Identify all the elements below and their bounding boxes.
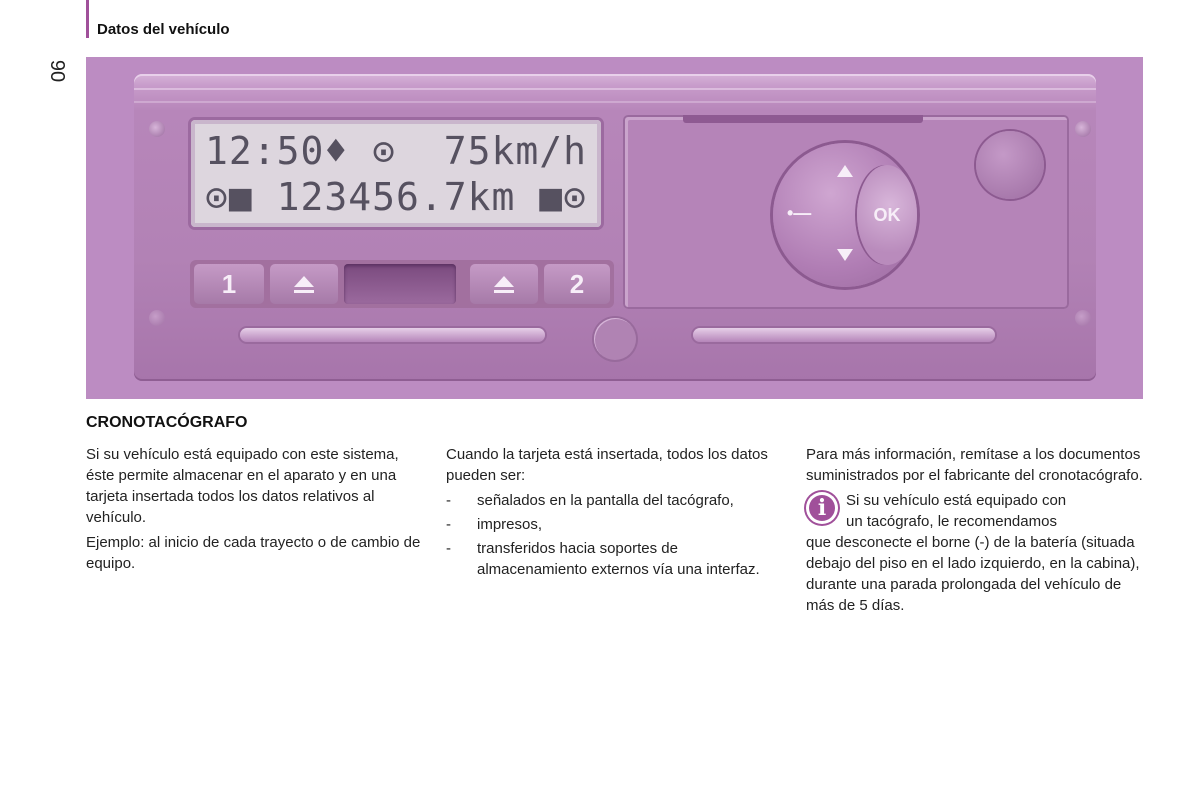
header-title: Datos del vehículo <box>97 21 230 38</box>
paragraph: Si su vehículo está equipado con este sistema, éste permite almacenar en el aparato y en una tarjeta insertada todos los datos relativos al vehículo. <box>86 446 399 526</box>
card-2-button[interactable]: 2 <box>544 264 610 304</box>
list-dash: - <box>446 540 451 557</box>
tachograph-illustration <box>86 57 1143 399</box>
eject-icon <box>494 276 514 287</box>
device-stripe <box>134 101 1096 103</box>
round-button[interactable] <box>976 131 1044 199</box>
control-panel <box>623 115 1069 309</box>
card-slot-2 <box>693 328 995 342</box>
down-arrow-icon[interactable] <box>837 249 853 261</box>
screw <box>149 121 165 137</box>
center-knob <box>594 318 636 360</box>
column-1 <box>86 444 421 578</box>
screw <box>1075 121 1091 137</box>
section-title: CRONOTACÓGRAFO <box>86 414 248 431</box>
list-item-text: impresos, <box>477 516 543 533</box>
eject-2-button[interactable] <box>470 264 538 304</box>
list-item-text: transferidos hacia soportes de almacenamiento externos vía una interfaz. <box>477 540 760 578</box>
lcd-line-odometer: ⊙■ 123456.7km ■⊙ <box>205 175 588 219</box>
list-dash: - <box>446 492 451 509</box>
eject-1-button[interactable] <box>270 264 338 304</box>
paragraph: Cuando la tarjeta está insertada, todos los datos pueden ser: <box>446 446 768 484</box>
screw <box>1075 310 1091 326</box>
info-note <box>806 490 1146 616</box>
page-number: 90 <box>46 59 68 83</box>
printer-slot <box>344 264 456 304</box>
note-text: que desconecte el borne (-) de la batería (situada debajo del piso en el lado izquierdo, en la cabina), durante una parada prolongada del vehículo de más de 5 días. <box>806 534 1140 614</box>
screw <box>149 310 165 326</box>
eject-icon <box>294 276 314 287</box>
list-item <box>446 538 776 580</box>
card-slot-1 <box>240 328 545 342</box>
header-accent-bar <box>86 0 89 38</box>
back-arrow-icon[interactable]: •— <box>787 203 812 223</box>
column-3 <box>806 444 1146 616</box>
list-item <box>446 514 776 535</box>
paper-slot <box>683 115 923 123</box>
note-line: Si su vehículo está equipado con <box>846 492 1067 509</box>
device-stripe <box>134 88 1096 90</box>
card-button-row <box>190 260 614 308</box>
lcd-line-time-speed: 12:50♦ ⊙ 75km/h <box>205 129 588 173</box>
list-item-text: señalados en la pantalla del tacógrafo, <box>477 492 734 509</box>
list-dash: - <box>446 516 451 533</box>
paragraph: Para más información, remítase a los documentos suministrados por el fabricante del cronotacógrafo. <box>806 446 1143 484</box>
lcd-display <box>191 120 601 227</box>
column-2 <box>446 444 776 583</box>
paragraph: Ejemplo: al inicio de cada trayecto o de cambio de equipo. <box>86 534 421 572</box>
navigation-pad[interactable] <box>773 143 917 287</box>
ok-button[interactable]: OK <box>857 165 917 265</box>
list-item <box>446 490 776 511</box>
note-line: un tacógrafo, le recomendamos <box>846 513 1057 530</box>
up-arrow-icon[interactable] <box>837 165 853 177</box>
info-icon <box>806 492 838 524</box>
card-1-button[interactable]: 1 <box>194 264 264 304</box>
tachograph-device <box>134 74 1096 381</box>
